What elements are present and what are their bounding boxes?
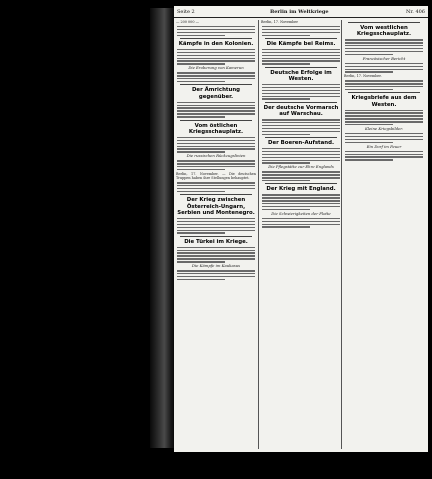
column-rule — [341, 20, 342, 449]
body-text-lines — [261, 194, 341, 210]
body-text-lines — [261, 119, 341, 135]
body-text-lines — [344, 151, 424, 161]
body-text-lines — [261, 171, 341, 181]
section-rule — [265, 183, 337, 184]
body-text-lines — [176, 49, 256, 65]
left-page-edge — [0, 8, 18, 440]
column-1 — [176, 20, 256, 282]
article-text: Berlin, 17. November — [261, 20, 299, 24]
body-text-lines — [261, 49, 341, 65]
article-subheading: Die russischen Rückzugslinien — [186, 153, 246, 159]
body-text-lines — [261, 218, 341, 228]
article-headline: Deutsche Erfolge im Westen. — [270, 69, 332, 83]
body-text-lines — [176, 137, 256, 153]
body-text-lines — [344, 80, 424, 90]
section-rule — [265, 137, 337, 138]
body-text-lines — [176, 247, 256, 263]
article-headline: Der Ämrichtung gegenüber. — [191, 87, 241, 100]
article-subheading: Französischer Bericht — [362, 55, 406, 61]
article-text: Berlin, 17. November. — Die deutschen Truppen haben ihre Stellungen behauptet. — [176, 171, 256, 181]
article-text: Berlin, 17. November. — [344, 74, 382, 79]
article-headline: Die Türkei im Kriege. — [184, 238, 248, 245]
body-text-lines — [261, 148, 341, 164]
article-subheading: Die Kämpfe im Kaukasus — [191, 263, 241, 269]
article-headline: Kämpfe in den Kolonien. — [178, 40, 254, 47]
section-rule — [180, 84, 252, 85]
body-text-lines — [176, 160, 256, 170]
column-2 — [261, 20, 341, 229]
newspaper-title: Berlin im Weltkriege — [270, 9, 329, 15]
article-text: — 200 000 — — [176, 20, 199, 24]
column-3 — [344, 20, 424, 162]
section-rule — [265, 67, 337, 68]
section-rule — [180, 236, 252, 237]
article-headline: Die Kämpfe bei Reims. — [266, 40, 336, 47]
article-headline: Der Krieg zwischen Österreich-Ungarn, Serbien und Montenegro. — [177, 197, 255, 217]
issue-number: Nr. 406 — [406, 9, 425, 15]
section-rule — [348, 92, 420, 93]
body-text-lines — [344, 63, 424, 73]
section-rule — [180, 38, 252, 39]
body-text-lines — [176, 218, 256, 234]
article-headline: Der Boeren-Aufstand. — [267, 140, 335, 147]
article-headline: Vom östlichen Kriegsschauplatz. — [188, 122, 244, 135]
article-subheading: Kleine Kriegsbilder. — [364, 125, 404, 131]
article-subheading: Die Eroberung von Kamerun — [188, 65, 244, 71]
section-rule — [265, 38, 337, 39]
article-headline: Der deutsche Vormarsch auf Warschau. — [263, 104, 339, 118]
page-number: Seite 2 — [177, 9, 195, 15]
body-text-lines — [344, 110, 424, 126]
body-text-lines — [344, 133, 424, 143]
article-headline: Vom westlichen Kriegsschauplatz. — [356, 25, 412, 38]
body-text-lines — [176, 270, 256, 280]
book-spine — [150, 8, 176, 448]
article-subheading: Die Schwierigkeiten der Flotte — [271, 210, 331, 216]
body-text-lines — [344, 39, 424, 55]
body-text-lines — [176, 182, 256, 192]
section-rule — [348, 22, 420, 23]
section-rule — [265, 102, 337, 103]
section-rule — [180, 120, 252, 121]
body-text-lines — [176, 72, 256, 82]
article-subheading: Ein Dorf im Feuer — [366, 143, 402, 149]
article-headline: Der Krieg mit England. — [266, 186, 336, 193]
article-headline: Kriegsbriefe aus dem Westen. — [351, 95, 417, 108]
running-head — [174, 8, 428, 18]
section-rule — [180, 194, 252, 195]
body-text-lines — [176, 102, 256, 118]
body-text-lines — [176, 26, 256, 36]
bottom-edge-shadow — [176, 452, 426, 456]
column-rule — [258, 20, 259, 449]
article-subheading: Die Pflegstätte zur Ehre Englands — [268, 164, 334, 170]
body-text-lines — [261, 84, 341, 100]
body-text-lines — [261, 26, 341, 36]
